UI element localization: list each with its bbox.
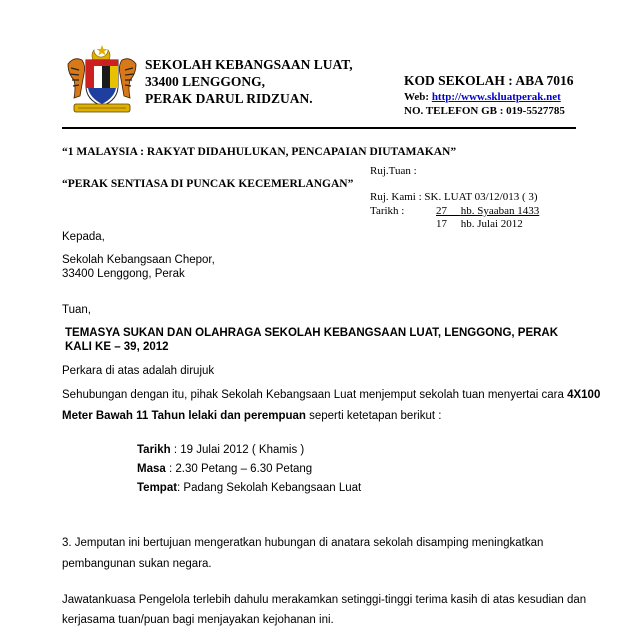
ruj-tuan: Ruj.Tuan : <box>370 165 417 177</box>
school-address-line1: 33400 LENGGONG, <box>145 74 266 89</box>
web-label: Web: <box>404 91 432 103</box>
detail-tempat-label: Tempat <box>137 482 178 494</box>
detail-tempat <box>137 482 361 494</box>
header-divider <box>62 127 576 129</box>
paragraph-1: Perkara di atas adalah dirujuk <box>62 365 215 377</box>
tarikh-label: Tarikh : <box>370 205 405 217</box>
school-code: KOD SEKOLAH : ABA 7016 <box>404 73 574 88</box>
school-name: SEKOLAH KEBANGSAAN LUAT, <box>145 57 353 72</box>
paragraph-2-bold-line2: Meter Bawah 11 Tahun lelaki dan perempuan <box>62 410 306 422</box>
motto-1malaysia: “1 MALAYSIA : RAKYAT DIDAHULUKAN, PENCAPAIAN DIUTAMAKAN” <box>62 146 457 158</box>
paragraph-2-bold: 4X100 <box>567 389 601 401</box>
tarikh-hijri-day: 27 <box>436 205 447 217</box>
recipient-line2: 33400 Lenggong, Perak <box>62 268 185 280</box>
motto-perak: “PERAK SENTIASA DI PUNCAK KECEMERLANGAN” <box>62 178 354 190</box>
detail-tarikh-value: : 19 Julai 2012 ( Khamis ) <box>170 444 305 456</box>
detail-masa <box>137 463 312 475</box>
tarikh-hijri <box>436 205 539 217</box>
detail-masa-label: Masa <box>137 463 166 475</box>
tarikh-hijri-month: hb. Syaaban 1433 <box>460 205 540 217</box>
ruj-kami: Ruj. Kami : SK. LUAT 03/12/013 ( 3) <box>370 191 538 203</box>
paragraph-3-line1: 3. Jemputan ini bertujuan mengeratkan hubungan di anatara sekolah disamping meningkatkan <box>62 537 544 549</box>
tarikh-masihi <box>436 218 523 230</box>
detail-tempat-value: : Padang Sekolah Kebangsaan Luat <box>177 482 362 494</box>
paragraph-4-line1: Jawatankuasa Pengelola terlebih dahulu merakamkan setinggi-tinggi terima kasih di atas kesudian dan <box>62 594 587 606</box>
paragraph-2-line2 <box>62 410 441 422</box>
paragraph-2-text-line2: seperti ketetapan berikut : <box>305 410 442 422</box>
website-link[interactable]: http://www.skluatperak.net <box>431 91 561 103</box>
school-phone: NO. TELEFON GB : 019-5527785 <box>404 105 565 117</box>
detail-masa-value: : 2.30 Petang – 6.30 Petang <box>165 463 313 475</box>
salutation: Tuan, <box>62 304 91 316</box>
school-address-line2: PERAK DARUL RIDZUAN. <box>145 91 313 106</box>
paragraph-2-text: Sehubungan dengan itu, pihak Sekolah Kebangsaan Luat menjemput sekolah tuan menyertai cara <box>62 389 568 401</box>
detail-tarikh-label: Tarikh <box>137 444 171 456</box>
tarikh-masihi-month: hb. Julai 2012 <box>460 218 523 230</box>
paragraph-3-line2: pembangunan sukan negara. <box>62 558 212 570</box>
subject-line2: KALI KE – 39, 2012 <box>65 341 169 353</box>
tarikh-masihi-day: 17 <box>436 218 447 230</box>
recipient-line1: Sekolah Kebangsaan Chepor, <box>62 254 215 266</box>
coat-of-arms-logo <box>64 44 140 116</box>
paragraph-4-line2: kerjasama tuan/puan bagi menjayakan kejohanan ini. <box>62 614 334 626</box>
subject-line1: TEMASYA SUKAN DAN OLAHRAGA SEKOLAH KEBANGSAAN LUAT, LENGGONG, PERAK <box>65 327 559 339</box>
recipient-kepada: Kepada, <box>62 231 105 243</box>
paragraph-2-line1 <box>62 389 600 401</box>
detail-tarikh <box>137 444 304 456</box>
school-website <box>404 91 561 103</box>
